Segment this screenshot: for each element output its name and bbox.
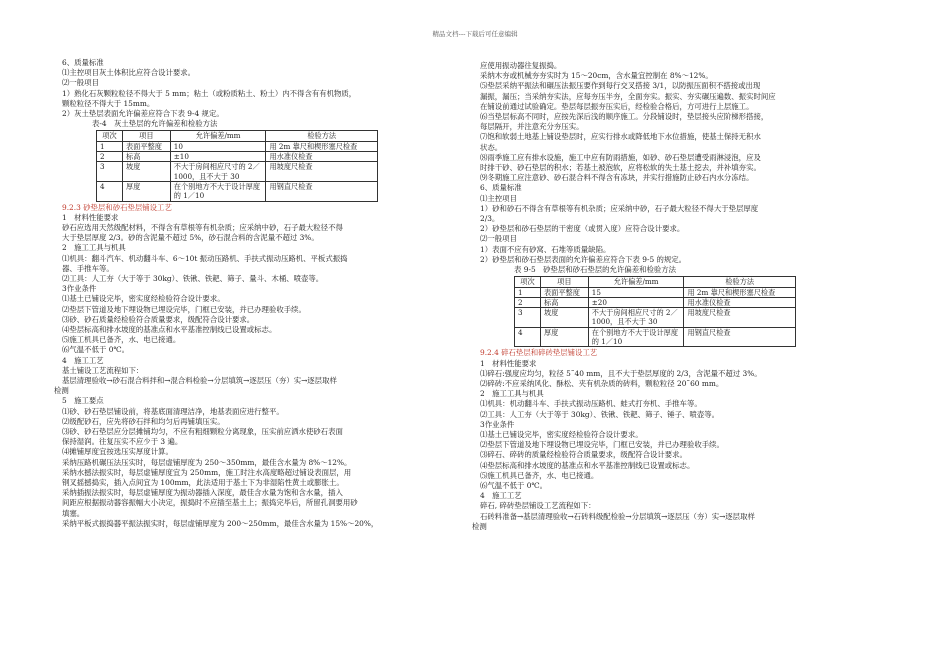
text-line: 间距应根据振动器容振幅大小决定，振捣时不应插至基土上；振捣完毕后，所留孔洞要用砂 [62, 498, 358, 508]
table-cell: 用钢直尺检查 [684, 327, 796, 347]
table-cell: 10 [170, 141, 266, 151]
table-cell: ±10 [170, 152, 266, 162]
text-line: 颗粒粒径不得大于 15mm。 [62, 98, 155, 108]
text-line: 基土铺设工艺流程如下： [62, 365, 144, 375]
text-line: ⑷垫层标高和排水坡度的基准点和水平基准控制线已设置或标志。 [62, 324, 277, 334]
text-line: 5 施工要点 [62, 396, 104, 406]
table-cell: 厚度 [540, 327, 588, 347]
table-row [515, 327, 796, 347]
table-cell: 在个别地方不大于设计厚度的 1／10 [170, 181, 266, 201]
table-header-row [97, 131, 378, 141]
table-row [97, 152, 378, 162]
left-column [54, 58, 470, 529]
table-row [97, 162, 378, 182]
text-line: ⑶砂、砂石质量经检验符合质量要求，级配符合设计要求。 [62, 314, 255, 324]
text-line: ⑹当垫层标高不同时，应按先深后浅的顺序施工。分段铺设时，垫层接头应阶梯形搭接， [480, 112, 769, 122]
text-line: ⑴砂、砂石垫层铺设前，将基底面清理洁净，地基表面应进行整平。 [62, 406, 284, 416]
text-line: 漏振，漏压；当采纳夯实法，应每夯压半夯，全面夯实。振实、夯实碾压遍数、振实时间应 [480, 91, 776, 101]
text-line: 2 施工工具与机具 [480, 389, 544, 399]
table-cell: 1 [97, 141, 123, 151]
table-cell: 用水准仪检查 [684, 297, 796, 307]
table-cell: 2 [515, 297, 541, 307]
table-cell: 用水准仪检查 [266, 152, 378, 162]
table-row [97, 141, 378, 151]
section-title-9-2-4: 9.2.4 碎石垫层和碎砖垫层铺设工艺 [480, 348, 598, 358]
table-cell: 4 [97, 181, 123, 201]
table-cell: 坡度 [122, 162, 170, 182]
right-column [472, 61, 890, 532]
text-line: ⑸垫层采纳平振法和碾压法振压要作到每行交叉搭接 3/1，以防振压面积不搭接或出现 [480, 81, 761, 91]
table-cell: 3 [515, 308, 541, 328]
text-line: ⑵工具：人工夯（大于等于 30kg）、铁锹、铁耙、筛子、量斗、木桶、喷壶等。 [62, 273, 324, 283]
text-line: ⑶碎石、碎砖的质量经检验符合质量要求，级配符合设计要求。 [480, 450, 687, 460]
table-cell: 坡度 [540, 308, 588, 328]
table-header-cell: 项目 [540, 277, 588, 287]
table-cell: 用钢直尺检查 [266, 181, 378, 201]
text-line: 在铺设前通过试验确定。垫层每层振夯压实后，经检验合格后，方可进行上层施工。 [480, 101, 754, 111]
text-line: ⑸施工机具已备齐，水、电已接通。 [62, 335, 181, 345]
text-line: 采纳平板式振捣器平振法振实时，每层虚铺厚度为 200～250mm，最佳含水量为 15%～20%， [62, 518, 379, 528]
left-outdent-text: 检测 [54, 386, 69, 396]
text-line: ⑴主控项目灰土体积比应符合设计要求。 [62, 68, 196, 78]
text-line: 采纳水撼法振实时，每层虚铺厚度宜为 250mm，施工时注水高度略超过铺设表面层，用 [62, 467, 352, 477]
text-line: 大于垫层厚度 2/3。砂的含泥量不超过 5%，砂石混合料的含泥量不超过 3%。 [62, 233, 319, 243]
text-line: 填塞。 [62, 508, 85, 518]
table-header-cell: 项次 [97, 131, 123, 141]
text-line: 钢叉摇撼捣实，插入点间宜为 100mm，此法适用于基土下为非湿陷性黄土或膨胀土。 [62, 477, 344, 487]
left-lines-a [62, 58, 470, 119]
text-line: ⑻雨季施工应有排水设施，施工中应有防雨措施，如砂、砂石垫层遭受雨淋浸泡，应及 [480, 152, 761, 162]
table-9-5-caption: 表 9-5 砂垫层和砂石垫层的允许偏差和检验方法 [514, 265, 677, 275]
section-title-9-2-3: 9.2.3 砂垫层和砂石垫层铺设工艺 [62, 202, 172, 212]
text-line: 1）砂和砂石不得含有草根等有机杂质；应采纳中砂，石子最大粒径不得大于垫层厚度 [480, 203, 759, 213]
table-header-cell: 项次 [515, 277, 541, 287]
table-cell: 不大于房间相应尺寸的 2／1000，且不大于 30 [588, 308, 684, 328]
table-header-cell: 项目 [122, 131, 170, 141]
text-line: ⑴基土已铺设完毕，密实度经检验符合设计要求。 [62, 294, 225, 304]
table-cell: 2 [97, 152, 123, 162]
text-line: ⑴基土已铺设完毕，密实度经检验符合设计要求。 [480, 429, 643, 439]
text-line: 6、质量标准 [62, 58, 104, 67]
table-cell: 表面平整度 [122, 141, 170, 151]
table-cell: 厚度 [122, 181, 170, 201]
table-cell: 用坡度尺检查 [684, 308, 796, 328]
table-cell: 1 [515, 287, 541, 297]
table-cell: 15 [588, 287, 684, 297]
text-line: ⑵一般项目 [62, 78, 99, 88]
text-line: 石砖料准备→基层清理验收→石砖料级配检验→分层填筑→逐层压（夯）实→逐层取样 [480, 511, 755, 521]
text-line: 3作业条件 [480, 419, 515, 429]
table-row [97, 181, 378, 201]
text-line: 1）表面不应有砂窝、石堆等质量缺陷。 [480, 244, 611, 254]
text-line: 1）熟化石灰颗粒粒径不得大于 5 mm；粘土（或粉质粘土、粉土）内不得含有有机物质， [62, 88, 357, 98]
text-line: ⑵垫层下管道及地下埋设物已埋设完毕，门框已安装，并已办理验收手续。 [480, 440, 724, 450]
table-row [515, 297, 796, 307]
table-cell: 4 [515, 327, 541, 347]
table-cell: 用 2m 靠尺和楔形塞尺检查 [266, 141, 378, 151]
text-line: ⑵垫层下管道及地下埋设物已埋设完毕，门框已安装，并已办理验收手续。 [62, 304, 306, 314]
text-line: 砂石应选用天然级配材料，不得含有草根等有机杂质；应采纳中砂，石子最大粒径不得 [62, 222, 343, 232]
text-line: 应使用振动器往复振捣。 [480, 61, 562, 70]
text-line: ⑴机具：翻斗汽车、机动翻斗车、6～10t 振动压路机、手扶式振动压路机、平板式振捣 [62, 253, 348, 263]
right-lines-a [480, 61, 890, 265]
table-row [515, 287, 796, 297]
text-line: 基层清理验收→砂石混合料拌和→混合料检验→分层填筑→逐层压（夯）实→逐层取样 [62, 375, 337, 385]
text-line: 2）砂垫层和砂石垫层的干密度（或贯入度）应符合设计要求。 [480, 224, 685, 234]
text-line: ⑷摊铺厚度宜按选压实厚度计算。 [62, 447, 173, 457]
text-line: ⑵一般项目 [480, 234, 517, 244]
text-line: 1 材料性能要求 [480, 358, 537, 368]
text-line: 碎石, 碎砖垫层铺设工艺流程如下： [480, 501, 596, 511]
table-row [515, 308, 796, 328]
left-lines-b [62, 213, 470, 386]
table-cell: 用坡度尺检查 [266, 162, 378, 182]
table-9-5 [514, 276, 796, 347]
text-line: ⑵碎砖:不应采纳风化、酥松、夹有机杂质的砖料，颗粒粒径 20˜60 mm。 [480, 378, 724, 388]
table-9-4 [96, 130, 378, 201]
text-line: 每层隔开，并注意充分夯压实。 [480, 122, 584, 132]
text-line: 4 施工工艺 [480, 491, 522, 501]
table-cell: 3 [97, 162, 123, 182]
table-cell: 不大于房间相应尺寸的 2／1000，且不大于 30 [170, 162, 266, 182]
text-line: ⑴机具：机动翻斗车、手扶式振动压路机、蛙式打夯机、手推车等。 [480, 399, 702, 409]
table-cell: 标高 [122, 152, 170, 162]
text-line: 采纳木夯或机械夯夯实时为 15～20cm，含水量宜控制在 8%～12%。 [480, 71, 713, 81]
text-line: 2/3。 [480, 214, 500, 224]
right-lines-b [480, 359, 890, 522]
text-line: ⑵工具：人工夯（大于等于 30kg）、铁锹、铁耙、筛子、锤子、喷壶等。 [480, 409, 719, 419]
table-cell: 表面平整度 [540, 287, 588, 297]
text-line: 6、质量标准 [480, 183, 522, 193]
text-line: ⑴主控项目 [480, 193, 517, 203]
text-line: ⑸施工机具已备齐，水、电已接通。 [480, 470, 599, 480]
table-cell: 在个别地方不大于设计厚度的 1／10 [588, 327, 684, 347]
text-line: ⑺饱和软弱土地基上铺设垫层时，应实行排水或降低地下水位措施，使基土保持无积水 [480, 132, 761, 142]
text-line: 2）砂垫层和砂石垫层表面的允许偏差应符合下表 9-5 的规定。 [480, 254, 687, 264]
text-line: 采纳压路机碾压法压实时，每层虚铺厚度为 250～350mm，最佳含水量为 8%～12%。 [62, 457, 352, 467]
text-line: 状态。 [480, 142, 503, 152]
text-line: 4 施工工艺 [62, 355, 104, 365]
left-lines-c [62, 396, 470, 529]
right-outdent-text: 检测 [472, 521, 487, 531]
table-header-cell: 允许偏差/mm [588, 277, 684, 287]
table-header-cell: 检验方法 [684, 277, 796, 287]
table-cell: ±20 [588, 297, 684, 307]
table-header-row [515, 277, 796, 287]
text-line: ⑴碎石:强度应均匀，粒径 5˜40 mm，且不大于垫层厚度的 2/3，含泥量不超过 3%。 [480, 368, 762, 378]
text-line: 器、手推车等。 [62, 263, 114, 273]
text-line: 1 材料性能要求 [62, 212, 119, 222]
text-line: 保持湿润。往复压实不应少于 3 遍。 [62, 437, 183, 447]
table-header-cell: 允许偏差/mm [170, 131, 266, 141]
text-line: 3作业条件 [62, 284, 97, 294]
table-header-cell: 检验方法 [266, 131, 378, 141]
text-line: ⑹气温不低于 0℃。 [480, 480, 548, 490]
text-line: ⑵级配砂石，应先将砂石拌和均匀后再铺填压实。 [62, 416, 225, 426]
table-9-4-caption: 表-4 灰土垫层的允许偏差和检验方法 [92, 119, 218, 129]
table-cell: 标高 [540, 297, 588, 307]
text-line: ⑷垫层标高和排水坡度的基准点和水平基准控制线已设置或标志。 [480, 460, 695, 470]
text-line: ⑼冬期施工应注意砂、砂石混合料不得含有冻块，并实行措施防止砂石内水分冻结。 [480, 173, 754, 183]
text-line: 时排干砂、砂石垫层的积水；若基土被泡软，应将松软的失土基土挖去，并补填夯实。 [480, 163, 761, 173]
text-line: ⑹气温不低于 0℃。 [62, 345, 130, 355]
text-line: ⑶砂、砂石垫层应分层摊铺均匀，不应有粗细颗粒分离现象，压实前应洒水使砂石表面 [62, 426, 343, 436]
text-line: 采纳插振法振实时，每层虚铺厚度为振动器插入深度，最佳含水量为饱和含水量，插入 [62, 488, 343, 498]
text-line: 2 施工工具与机具 [62, 243, 126, 253]
text-line: 2）灰土垫层表面允许偏差应符合下表 9-4 规定。 [62, 109, 224, 119]
page-header: 精品文档---下载后可任意编辑 [432, 30, 518, 38]
table-cell: 用 2m 靠尺和楔形塞尺检查 [684, 287, 796, 297]
